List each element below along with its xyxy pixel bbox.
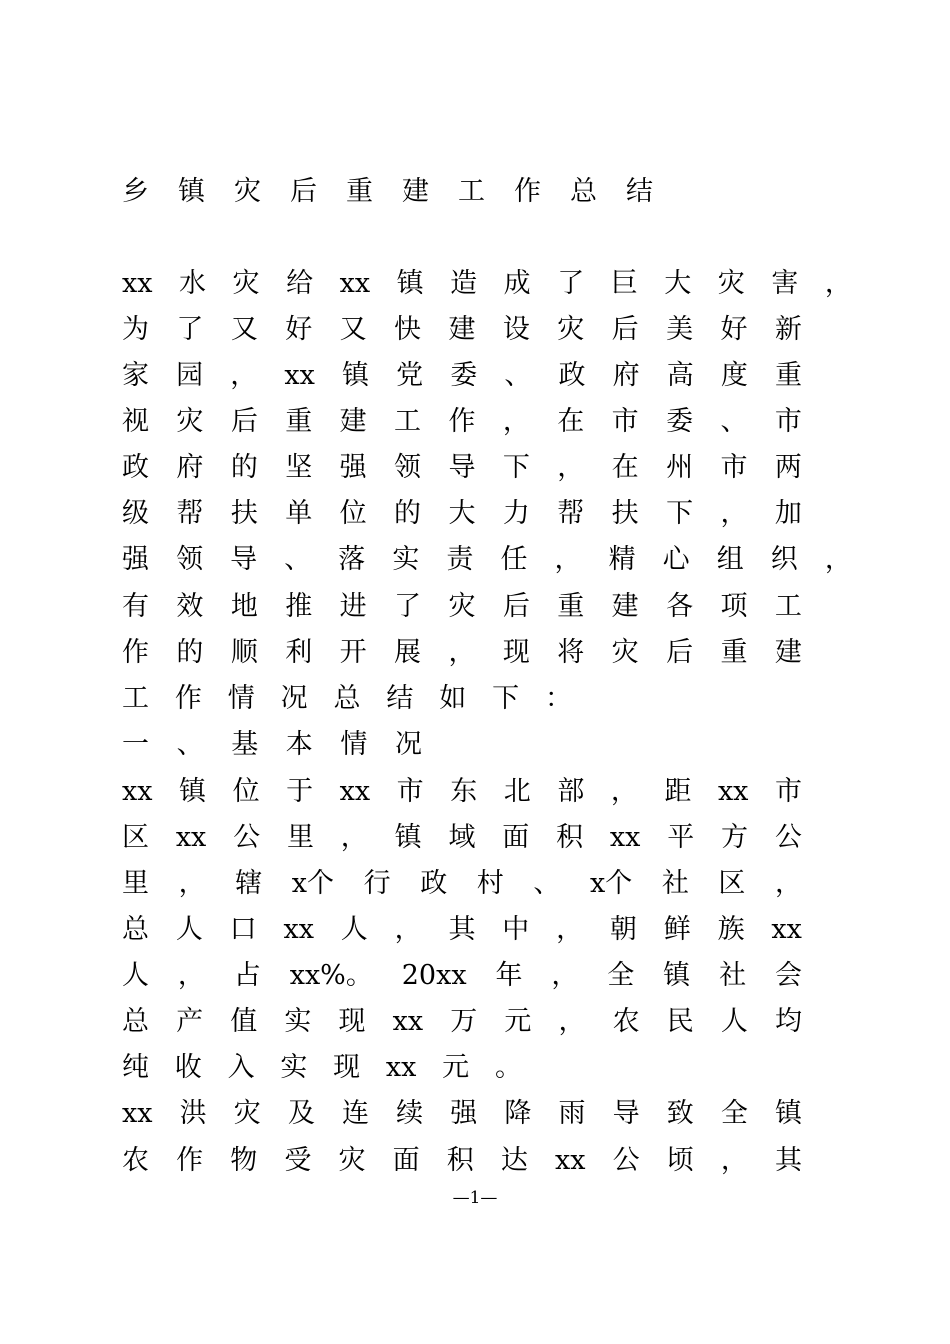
text-token: 口 — [229, 914, 257, 945]
text-token: 高 — [666, 360, 694, 391]
body-line — [122, 633, 802, 673]
text-token: 行 — [363, 868, 391, 899]
text-token: 、 — [284, 544, 312, 575]
text-token: xx — [555, 1145, 586, 1176]
text-token: 建 — [448, 314, 476, 345]
text-token: 民 — [666, 1006, 694, 1037]
body-line — [122, 818, 802, 858]
text-token: 现 — [333, 1052, 361, 1083]
text-token: 灾 — [557, 314, 585, 345]
text-token: 家 — [122, 360, 149, 391]
text-token: 工 — [122, 683, 149, 714]
text-token: 后 — [502, 591, 530, 622]
text-token: 重 — [720, 637, 748, 668]
page-number: —1— — [452, 1188, 498, 1208]
text-token: 重 — [774, 360, 802, 391]
body-line — [122, 448, 802, 488]
text-token: xx — [339, 268, 371, 299]
text-token: 巨 — [610, 268, 638, 299]
text-token: 人 — [122, 960, 149, 991]
text-token: 府 — [176, 452, 204, 483]
text-token: 公 — [774, 822, 802, 853]
text-token: 心 — [662, 544, 690, 575]
text-token: 公 — [612, 1145, 640, 1176]
text-token: 的 — [176, 637, 204, 668]
text-token: 东 — [450, 776, 478, 807]
text-token: 、 — [533, 868, 561, 899]
text-token: 作 — [448, 406, 476, 437]
text-token: 加 — [774, 498, 802, 529]
body-line — [122, 956, 802, 996]
text-token: 织 — [770, 544, 798, 575]
text-token: 入 — [227, 1052, 255, 1083]
text-token: 利 — [285, 637, 313, 668]
text-token: ， — [551, 960, 579, 991]
text-token: ， — [394, 914, 422, 945]
text-token: xx — [283, 914, 314, 945]
text-token: 导 — [230, 544, 258, 575]
text-token: 总 — [122, 1006, 149, 1037]
text-token: 下 — [666, 498, 694, 529]
text-token: ， — [824, 544, 852, 575]
text-token: 镇 — [663, 960, 691, 991]
text-token: 元 — [442, 1052, 470, 1083]
text-token: 度 — [720, 360, 748, 391]
text-token: 工 — [394, 406, 422, 437]
text-token: 好 — [285, 314, 313, 345]
text-token: 全 — [607, 960, 635, 991]
text-token: 级 — [122, 498, 149, 529]
text-token: 灾 — [232, 268, 260, 299]
text-token: 给 — [286, 268, 314, 299]
text-token: 委 — [450, 360, 478, 391]
text-token: 导 — [612, 1098, 640, 1129]
text-token: 部 — [557, 776, 585, 807]
body-line — [122, 910, 802, 950]
text-token: 府 — [612, 360, 640, 391]
text-token: 及 — [287, 1098, 315, 1129]
text-token: 全 — [720, 1098, 748, 1129]
text-token: 市 — [396, 776, 424, 807]
text-token: 大 — [448, 498, 476, 529]
text-token: xx — [385, 1052, 417, 1083]
text-token: 的 — [394, 498, 422, 529]
text-token: ， — [610, 776, 638, 807]
text-token: 组 — [716, 544, 744, 575]
text-token: 连 — [341, 1098, 369, 1129]
text-token: 实 — [392, 544, 420, 575]
text-token: 本 — [285, 729, 313, 760]
text-token: 其 — [448, 914, 476, 945]
text-token: 农 — [612, 1006, 640, 1037]
body-line — [122, 1048, 522, 1088]
text-token: 现 — [338, 1006, 366, 1037]
text-token: 市 — [774, 406, 802, 437]
text-token: 委 — [666, 406, 694, 437]
text-token: 大 — [664, 268, 692, 299]
body-line — [122, 864, 802, 904]
text-token: 一 — [122, 729, 149, 760]
text-token: xx — [122, 1098, 153, 1129]
text-token: 值 — [230, 1006, 258, 1037]
text-token: 占 — [233, 960, 261, 991]
text-token: 导 — [448, 452, 476, 483]
text-token: 政 — [558, 360, 586, 391]
text-token: 市 — [720, 452, 748, 483]
text-token: 元 — [504, 1006, 532, 1037]
body-line — [122, 402, 802, 442]
text-token: 党 — [396, 360, 424, 391]
text-token: 现 — [502, 637, 530, 668]
text-token: 推 — [285, 591, 313, 622]
text-token: 有 — [122, 591, 149, 622]
text-token: 害 — [771, 268, 799, 299]
text-token: ， — [720, 1145, 748, 1176]
text-token: 村 — [476, 868, 504, 899]
body-line — [122, 540, 852, 580]
text-token: 顺 — [230, 637, 258, 668]
text-token: 区 — [122, 822, 149, 853]
text-token: 将 — [557, 637, 585, 668]
text-token: 政 — [122, 452, 149, 483]
text-token: 总 — [122, 914, 149, 945]
text-token: 达 — [500, 1145, 528, 1176]
body-line — [122, 494, 802, 534]
text-token: 其 — [774, 1145, 802, 1176]
body-line — [122, 264, 852, 304]
text-token: ， — [340, 822, 368, 853]
text-token: 洪 — [179, 1098, 207, 1129]
text-token: ， — [556, 914, 584, 945]
text-token: 况 — [394, 729, 422, 760]
text-token: 灾 — [233, 1098, 261, 1129]
text-token: 结 — [386, 683, 414, 714]
text-token: 鲜 — [663, 914, 691, 945]
text-token: 园 — [176, 360, 204, 391]
text-token: x个 — [291, 868, 335, 899]
text-token: 精 — [608, 544, 636, 575]
text-token: 雨 — [558, 1098, 586, 1129]
text-token: 工 — [774, 591, 802, 622]
text-token: 。 — [494, 1052, 522, 1083]
text-token: 后 — [666, 637, 694, 668]
text-token: 进 — [339, 591, 367, 622]
text-token: 又 — [230, 314, 258, 345]
text-token: 水 — [179, 268, 206, 299]
text-token: 帮 — [557, 498, 585, 529]
text-token: 下 — [492, 683, 520, 714]
text-token: 项 — [720, 591, 748, 622]
text-token: 人 — [720, 1006, 748, 1037]
text-token: 建 — [774, 637, 802, 668]
text-token: 积 — [446, 1145, 474, 1176]
text-token: 后 — [230, 406, 258, 437]
text-token: ， — [178, 868, 206, 899]
text-token: 市 — [611, 406, 639, 437]
text-token: 领 — [176, 544, 204, 575]
text-token: 距 — [664, 776, 692, 807]
body-line — [122, 1094, 802, 1134]
text-token: 区 — [718, 868, 746, 899]
body-line — [122, 1141, 802, 1181]
text-token: 建 — [339, 406, 367, 437]
text-token: 设 — [502, 314, 530, 345]
text-token: ， — [558, 1006, 586, 1037]
text-token: 两 — [774, 452, 802, 483]
text-token: 中 — [502, 914, 530, 945]
text-token: ， — [230, 360, 258, 391]
text-token: 、 — [176, 729, 204, 760]
text-token: 快 — [394, 314, 422, 345]
text-token: 位 — [339, 498, 367, 529]
text-token: xx — [122, 776, 153, 807]
text-token: 降 — [504, 1098, 532, 1129]
text-token: 下 — [502, 452, 530, 483]
text-token: 重 — [285, 406, 313, 437]
text-token: 镇 — [179, 776, 207, 807]
text-token: 年 — [495, 960, 523, 991]
text-token: 里 — [286, 822, 314, 853]
text-token: 视 — [122, 406, 149, 437]
text-token: 为 — [122, 314, 149, 345]
text-token: 族 — [717, 914, 745, 945]
text-token: 效 — [176, 591, 204, 622]
text-token: 纯 — [122, 1052, 149, 1083]
text-token: 灾 — [611, 637, 639, 668]
text-token: 成 — [503, 268, 531, 299]
text-token: 灾 — [448, 591, 476, 622]
text-token: ， — [502, 406, 530, 437]
text-token: 镇 — [394, 822, 422, 853]
text-token: 公 — [233, 822, 261, 853]
text-token: 扶 — [611, 498, 639, 529]
text-token: ， — [775, 868, 802, 899]
text-token: 北 — [503, 776, 531, 807]
text-token: 了 — [176, 314, 204, 345]
text-token: 均 — [774, 1006, 802, 1037]
text-token: xx — [609, 822, 641, 853]
text-token: 展 — [394, 637, 422, 668]
text-token: 造 — [450, 268, 478, 299]
text-token: ， — [448, 637, 476, 668]
text-token: 续 — [396, 1098, 424, 1129]
text-token: 又 — [339, 314, 367, 345]
text-token: 强 — [450, 1098, 478, 1129]
text-token: 作 — [174, 683, 202, 714]
body-line — [122, 310, 802, 350]
text-token: 新 — [774, 314, 802, 345]
body-line — [122, 587, 802, 627]
text-token: x个 — [589, 868, 633, 899]
text-token: 坚 — [285, 452, 313, 483]
text-token: ， — [824, 268, 852, 299]
text-token: 位 — [232, 776, 260, 807]
text-token: 、 — [504, 360, 532, 391]
text-token: xx — [339, 776, 371, 807]
text-token: ， — [557, 452, 585, 483]
text-token: 力 — [502, 498, 530, 529]
text-token: xx — [771, 914, 802, 945]
text-token: ， — [177, 960, 205, 991]
text-token: 作 — [176, 1145, 204, 1176]
text-token: 面 — [392, 1145, 420, 1176]
text-token: 州 — [666, 452, 694, 483]
text-token: ， — [554, 544, 582, 575]
text-token: 了 — [557, 268, 585, 299]
text-token: 总 — [333, 683, 361, 714]
text-token: 了 — [394, 591, 422, 622]
text-token: 领 — [394, 452, 422, 483]
text-token: 实 — [280, 1052, 308, 1083]
text-token: 扶 — [230, 498, 258, 529]
text-token: 里 — [122, 868, 149, 899]
text-token: 方 — [721, 822, 749, 853]
text-token: 实 — [284, 1006, 312, 1037]
text-token: 人 — [175, 914, 203, 945]
text-token: ， — [720, 498, 748, 529]
text-token: 镇 — [396, 268, 424, 299]
text-token: 镇 — [341, 360, 369, 391]
text-token: 任 — [500, 544, 528, 575]
text-token: 情 — [227, 683, 255, 714]
text-token: 的 — [230, 452, 258, 483]
text-token: 收 — [174, 1052, 202, 1083]
text-token: 物 — [230, 1145, 258, 1176]
text-token: xx%。 — [289, 960, 373, 991]
text-token: 朝 — [609, 914, 637, 945]
text-token: 强 — [122, 544, 149, 575]
text-token: 在 — [557, 406, 585, 437]
text-token: 万 — [450, 1006, 478, 1037]
body-line — [122, 772, 802, 812]
text-token: 社 — [661, 868, 689, 899]
text-token: 单 — [285, 498, 313, 529]
text-token: xx — [717, 776, 749, 807]
text-token: 地 — [230, 591, 258, 622]
section-heading — [122, 725, 422, 765]
text-token: 顷 — [666, 1145, 694, 1176]
text-token: 好 — [720, 314, 748, 345]
body-line — [122, 1002, 802, 1042]
text-token: 面 — [502, 822, 530, 853]
document-title: 乡镇灾后重建工作总结 — [122, 176, 682, 207]
text-token: 政 — [420, 868, 448, 899]
text-token: xx — [284, 360, 315, 391]
text-token: 帮 — [176, 498, 204, 529]
text-token: 致 — [666, 1098, 694, 1129]
text-token: 基 — [231, 729, 259, 760]
text-token: 辖 — [235, 868, 263, 899]
text-token: 情 — [340, 729, 368, 760]
text-token: 后 — [611, 314, 639, 345]
text-token: 、 — [720, 406, 748, 437]
text-token: 人 — [340, 914, 368, 945]
text-token: 积 — [556, 822, 584, 853]
text-token: 20xx — [401, 960, 467, 991]
text-token: 受 — [284, 1145, 312, 1176]
text-token: 域 — [448, 822, 476, 853]
text-token: 如 — [439, 683, 467, 714]
text-token: 市 — [774, 776, 802, 807]
text-token: 作 — [122, 637, 149, 668]
text-token: 镇 — [774, 1098, 802, 1129]
text-token: ： — [545, 683, 572, 714]
text-token: 于 — [286, 776, 314, 807]
text-token: 建 — [611, 591, 639, 622]
text-token: 会 — [774, 960, 802, 991]
text-token: 农 — [122, 1145, 149, 1176]
text-token: 况 — [280, 683, 308, 714]
text-token: 落 — [338, 544, 366, 575]
text-token: 各 — [666, 591, 694, 622]
text-token: 美 — [666, 314, 694, 345]
body-line — [122, 356, 802, 396]
text-token: 重 — [557, 591, 585, 622]
text-token: xx — [175, 822, 207, 853]
text-token: 产 — [176, 1006, 204, 1037]
text-token: 社 — [719, 960, 747, 991]
text-token: 平 — [667, 822, 695, 853]
text-token: 强 — [339, 452, 367, 483]
body-line — [122, 679, 572, 719]
text-token: 责 — [446, 544, 474, 575]
text-token: xx — [122, 268, 153, 299]
text-token: 在 — [611, 452, 639, 483]
text-token: 灾 — [338, 1145, 366, 1176]
text-token: 开 — [339, 637, 367, 668]
text-token: 灾 — [176, 406, 204, 437]
text-token: xx — [392, 1006, 424, 1037]
text-token: 灾 — [717, 268, 745, 299]
